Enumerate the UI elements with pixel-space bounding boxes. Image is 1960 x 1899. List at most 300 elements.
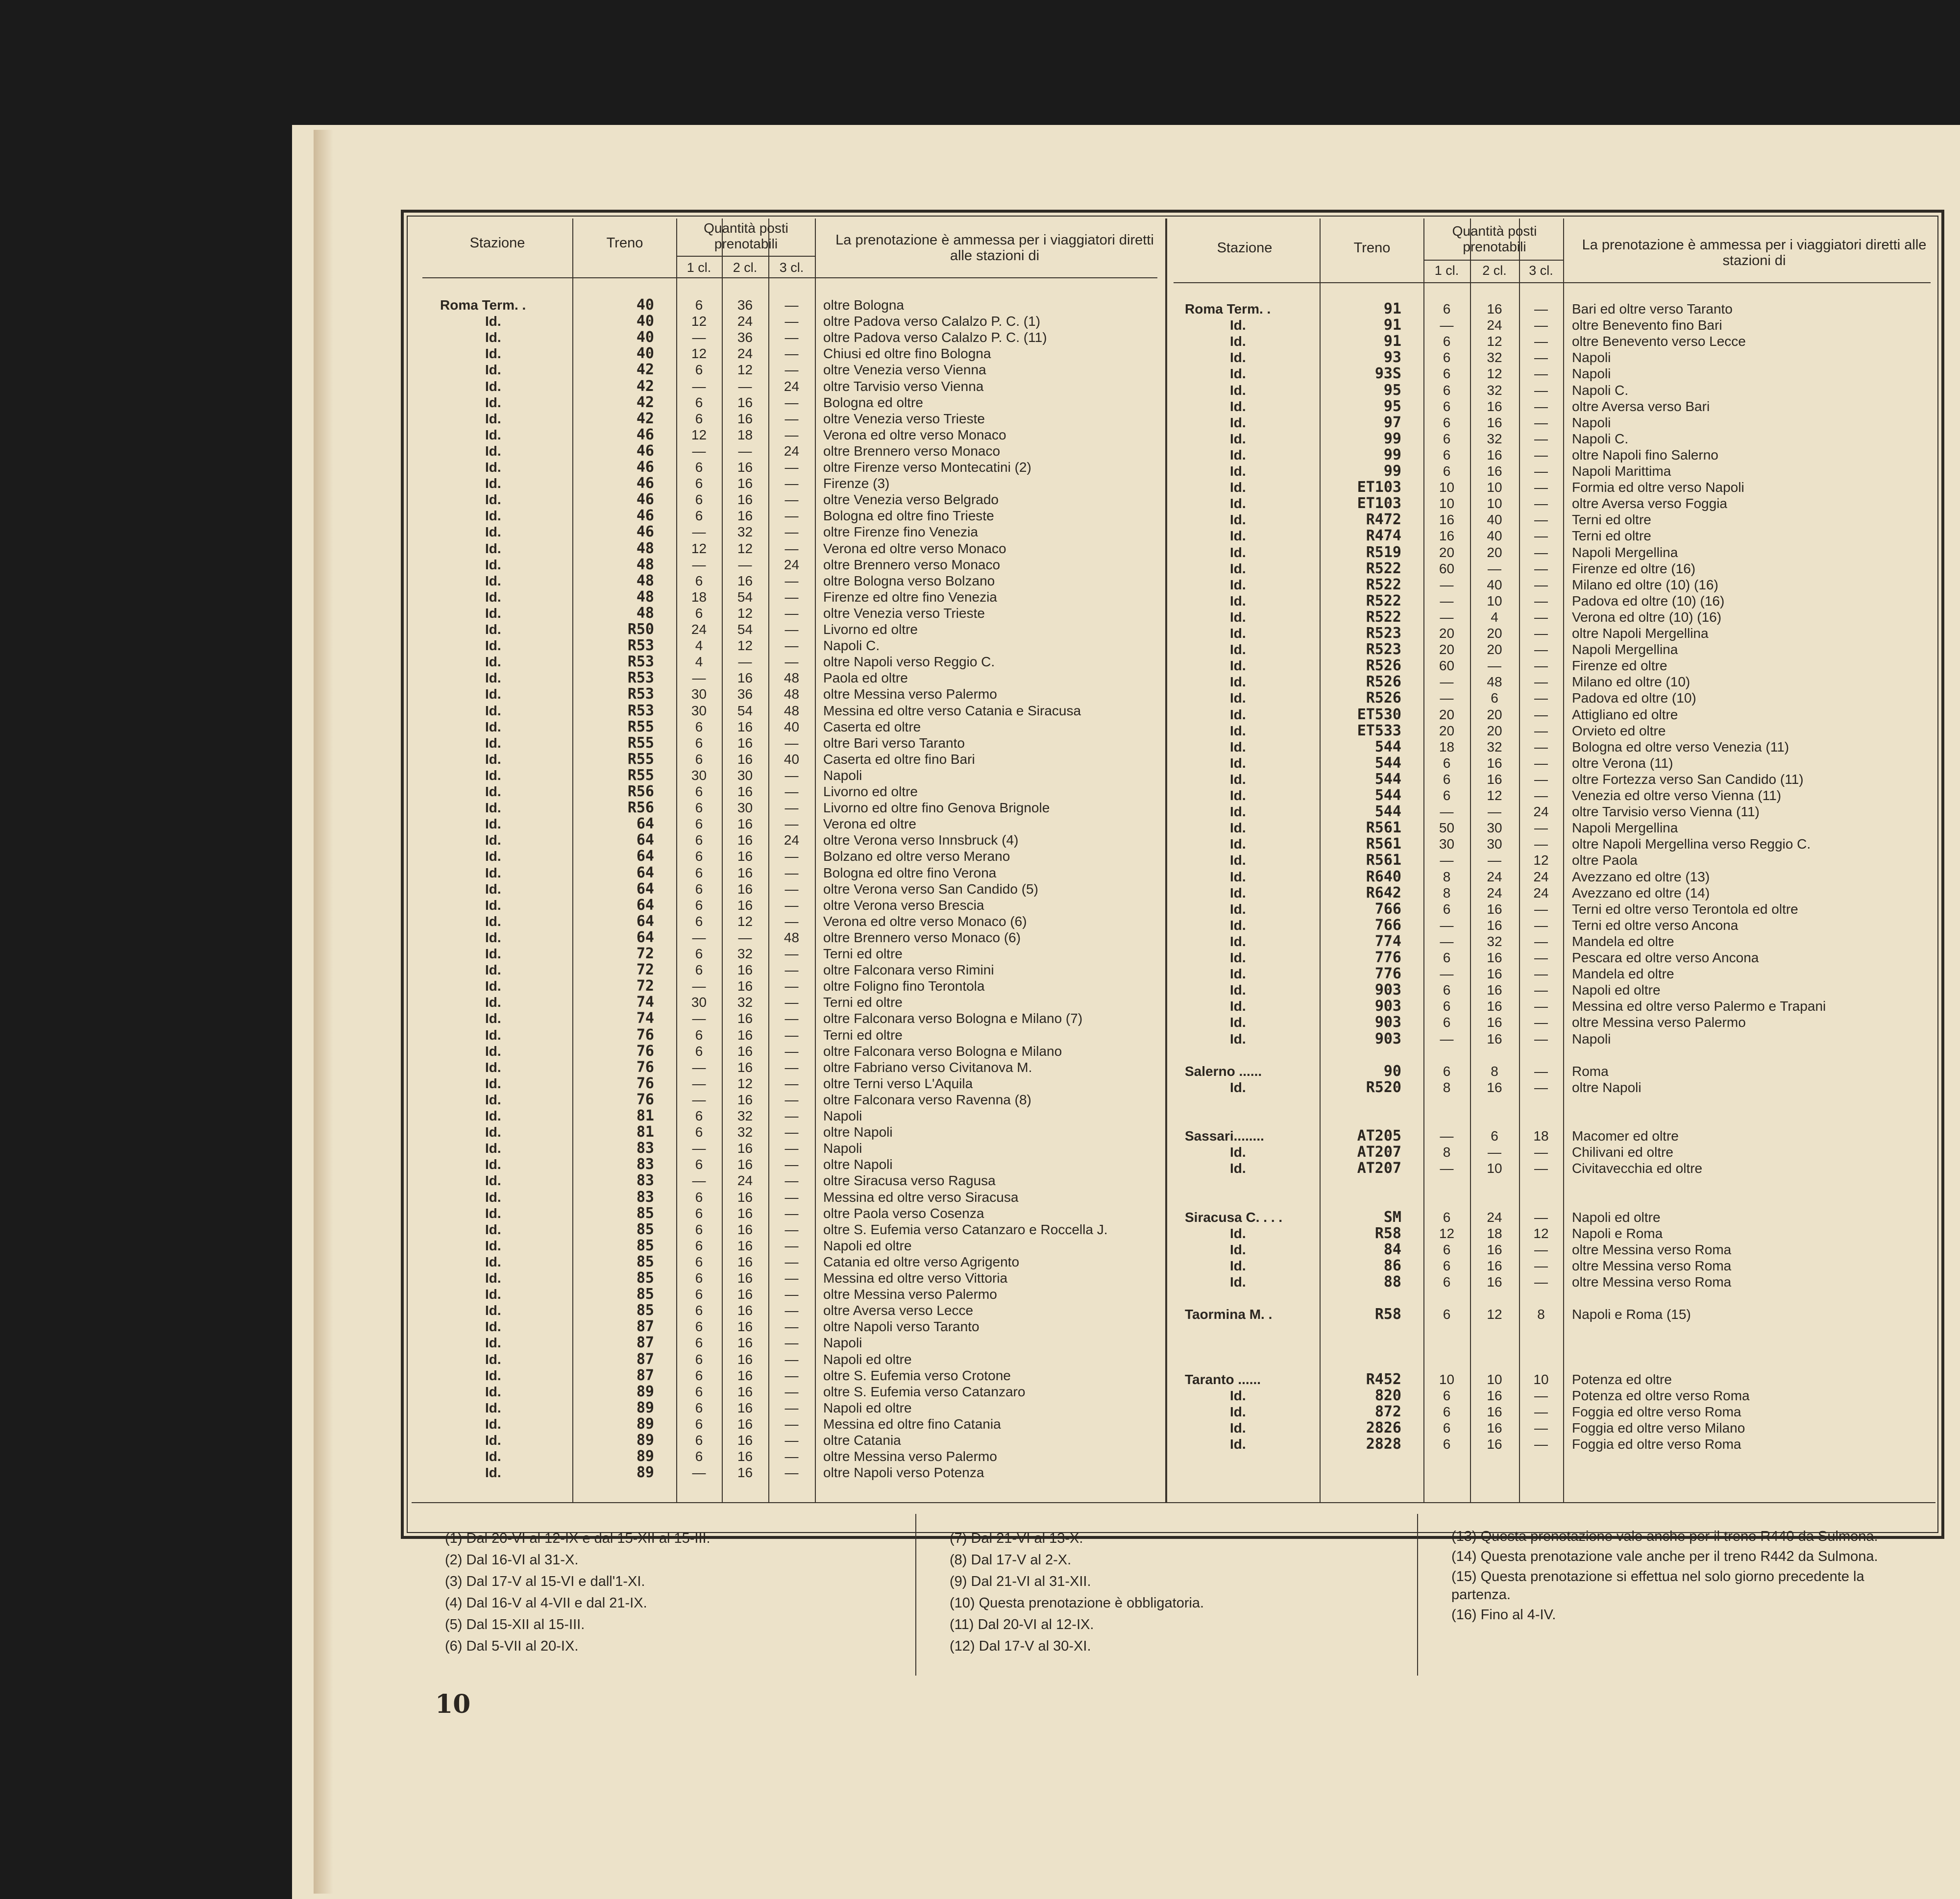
third-class-cell: 40 xyxy=(784,751,800,767)
destination-cell: oltre Messina verso Roma xyxy=(1572,1274,1732,1290)
footnote: (4) Dal 16-V al 4-VII e dal 21-IX. xyxy=(445,1595,647,1611)
third-class-cell: — xyxy=(1534,836,1548,852)
destination-cell: oltre Napoli xyxy=(823,1124,893,1140)
train-cell: 93 xyxy=(1383,349,1401,366)
station-cell: Id. xyxy=(485,638,501,654)
destination-cell: Chiusi ed oltre fino Bologna xyxy=(823,346,991,362)
third-class-cell: — xyxy=(1534,1242,1548,1257)
station-cell: Id. xyxy=(1230,836,1246,852)
table-row xyxy=(0,787,1960,803)
second-class-cell: 24 xyxy=(737,346,753,362)
footnote: (11) Dal 20-VI al 12-IX. xyxy=(950,1617,1094,1632)
destination-cell: Orvieto ed oltre xyxy=(1572,723,1666,738)
train-cell: R640 xyxy=(1366,868,1401,885)
station-cell: Id. xyxy=(485,1205,501,1221)
third-class-cell: — xyxy=(784,394,799,410)
first-class-cell: 6 xyxy=(695,962,703,978)
second-class-cell: 16 xyxy=(1487,1388,1502,1403)
first-class-cell: 6 xyxy=(1443,1242,1451,1257)
destination-cell: Napoli ed oltre xyxy=(823,1351,912,1367)
third-class-cell: — xyxy=(784,427,799,442)
third-class-cell: — xyxy=(784,411,799,426)
train-cell: 46 xyxy=(636,426,654,443)
station-cell: Id. xyxy=(1230,1031,1246,1047)
first-class-cell: — xyxy=(1440,593,1454,609)
third-class-cell: — xyxy=(1534,528,1548,544)
station-cell: Id. xyxy=(485,460,501,475)
first-class-cell: 6 xyxy=(695,1433,703,1448)
first-class-cell: 6 xyxy=(1443,1307,1451,1322)
third-class-cell: — xyxy=(1534,982,1548,998)
second-class-cell: 16 xyxy=(737,1287,753,1302)
third-class-cell: — xyxy=(784,1254,799,1269)
third-class-cell: — xyxy=(1534,950,1548,965)
destination-cell: Napoli Mergellina xyxy=(1572,820,1678,836)
train-cell: R53 xyxy=(627,685,654,703)
third-class-cell: — xyxy=(1534,431,1548,446)
destination-cell: oltre Bologna verso Bolzano xyxy=(823,573,995,588)
train-cell: 872 xyxy=(1374,1403,1401,1420)
first-class-cell: 20 xyxy=(1439,706,1455,722)
table-row xyxy=(0,1404,1960,1420)
train-cell: 76 xyxy=(636,1091,654,1108)
train-cell: 83 xyxy=(636,1172,654,1190)
first-class-cell: 16 xyxy=(1439,512,1455,528)
destination-cell: Caserta ed oltre fino Bari xyxy=(823,751,975,767)
train-cell: 48 xyxy=(636,539,654,557)
train-cell: R519 xyxy=(1366,543,1401,561)
third-class-cell: — xyxy=(784,1173,799,1189)
station-cell: Id. xyxy=(485,654,501,670)
destination-cell: Napoli ed oltre xyxy=(1572,1209,1661,1225)
table-row xyxy=(0,836,1960,852)
third-class-cell: — xyxy=(1534,820,1548,836)
station-cell: Id. xyxy=(1230,933,1246,949)
second-class-cell: 16 xyxy=(737,492,753,508)
destination-cell: oltre Tarvisio verso Vienna (11) xyxy=(1572,804,1760,820)
table-row xyxy=(0,333,1960,349)
second-class-cell: 16 xyxy=(737,1400,753,1415)
destination-cell: Napoli xyxy=(823,767,862,783)
second-class-cell: 16 xyxy=(1487,1015,1502,1030)
train-cell: 64 xyxy=(636,815,654,833)
station-cell: Id. xyxy=(1230,723,1246,738)
third-class-cell: — xyxy=(1534,560,1548,576)
first-class-cell: 12 xyxy=(691,427,707,442)
train-cell: R522 xyxy=(1366,576,1401,593)
destination-cell: oltre Firenze verso Montecatini (2) xyxy=(823,460,1031,475)
third-class-cell: — xyxy=(1534,577,1548,592)
table-row xyxy=(0,1209,1960,1225)
train-cell: R523 xyxy=(1366,641,1401,658)
first-class-cell: — xyxy=(692,1141,706,1156)
footnote: (13) Questa prenotazione vale anche per il treno R440 da Sulmona. xyxy=(1451,1529,1878,1544)
station-cell: Id. xyxy=(485,573,501,588)
table-row xyxy=(0,1112,1960,1128)
destination-cell: oltre Aversa verso Foggia xyxy=(1572,496,1727,511)
third-class-cell: — xyxy=(784,638,799,654)
footnote: (14) Questa prenotazione vale anche per il treno R442 da Sulmona. xyxy=(1451,1549,1878,1564)
second-class-cell: 12 xyxy=(737,362,753,378)
destination-cell: Verona ed oltre verso Monaco xyxy=(823,427,1006,442)
first-class-cell: 6 xyxy=(695,897,703,913)
train-cell: R50 xyxy=(627,621,654,638)
first-class-cell: 6 xyxy=(1443,755,1451,771)
third-class-cell: — xyxy=(1534,706,1548,722)
third-class-cell: — xyxy=(1534,512,1548,528)
third-class-cell: — xyxy=(784,1124,799,1140)
third-class-cell: — xyxy=(1534,398,1548,414)
destination-cell: oltre Verona verso San Candido (5) xyxy=(823,881,1038,897)
destination-cell: Foggia ed oltre verso Roma xyxy=(1572,1404,1741,1419)
second-class-cell: 12 xyxy=(737,605,753,621)
second-class-cell: 18 xyxy=(1487,1225,1502,1241)
third-class-cell: 12 xyxy=(1533,1225,1549,1241)
rule xyxy=(915,1514,916,1676)
station-cell: Id. xyxy=(485,524,501,540)
third-class-cell: 24 xyxy=(784,378,800,394)
train-cell: ET530 xyxy=(1357,706,1401,723)
train-cell: 46 xyxy=(636,442,654,460)
station-cell: Taormina M. . xyxy=(1185,1307,1273,1322)
first-class-cell: 16 xyxy=(1439,528,1455,544)
second-class-cell: 20 xyxy=(1487,723,1502,738)
third-class-cell: 40 xyxy=(784,719,800,734)
destination-cell: Firenze ed oltre (16) xyxy=(1572,560,1696,576)
train-cell: 89 xyxy=(636,1383,654,1400)
third-class-cell: — xyxy=(784,1319,799,1335)
station-cell: Id. xyxy=(1230,382,1246,398)
second-class-cell: 16 xyxy=(737,1189,753,1205)
first-class-cell: 4 xyxy=(695,654,703,670)
train-cell: 64 xyxy=(636,880,654,898)
first-class-cell: 6 xyxy=(695,394,703,410)
train-cell: R561 xyxy=(1366,819,1401,837)
train-cell: 40 xyxy=(636,345,654,363)
station-cell: Id. xyxy=(1230,869,1246,884)
footnote: (5) Dal 15-XII al 15-III. xyxy=(445,1617,585,1632)
train-cell: 64 xyxy=(636,831,654,849)
destination-cell: oltre Falconara verso Bologna e Milano xyxy=(823,1043,1062,1059)
station-cell: Id. xyxy=(1230,885,1246,901)
train-cell: 903 xyxy=(1374,998,1401,1015)
footnotes-col1 xyxy=(445,1528,906,1657)
first-class-cell: 8 xyxy=(1443,1079,1451,1095)
station-cell: Id. xyxy=(1230,366,1246,382)
station-cell: Id. xyxy=(485,832,501,848)
first-class-cell: 6 xyxy=(1443,1258,1451,1273)
second-class-cell: 16 xyxy=(737,1303,753,1318)
first-class-cell: — xyxy=(1440,317,1454,333)
train-cell: 2828 xyxy=(1366,1436,1401,1453)
destination-cell: Catania ed oltre verso Agrigento xyxy=(823,1254,1020,1269)
table-row xyxy=(0,382,1960,398)
first-class-cell: 6 xyxy=(695,297,703,313)
first-class-cell: 6 xyxy=(695,1449,703,1464)
second-class-cell: 16 xyxy=(737,1092,753,1107)
table-row xyxy=(0,609,1960,625)
table-row xyxy=(0,998,1960,1014)
destination-cell: Milano ed oltre (10) xyxy=(1572,674,1690,690)
destination-cell: oltre Aversa verso Lecce xyxy=(823,1303,974,1318)
train-cell: R55 xyxy=(627,718,654,735)
destination-cell: oltre Verona (11) xyxy=(1572,755,1673,771)
second-class-cell: 16 xyxy=(1487,414,1502,430)
station-cell: Id. xyxy=(485,622,501,637)
destination-cell: oltre Verona verso Brescia xyxy=(823,897,984,913)
train-cell: ET103 xyxy=(1357,495,1401,512)
destination-cell: Avezzano ed oltre (13) xyxy=(1572,869,1710,884)
first-class-cell: 6 xyxy=(1443,398,1451,414)
train-cell: ET103 xyxy=(1357,479,1401,496)
station-cell: Id. xyxy=(485,1335,501,1351)
table-row xyxy=(0,625,1960,641)
third-class-cell: — xyxy=(784,1238,799,1253)
destination-cell: Napoli ed oltre xyxy=(823,1238,912,1253)
first-class-cell: — xyxy=(1440,1128,1454,1144)
second-class-cell: — xyxy=(738,654,752,670)
station-cell: Id. xyxy=(1230,820,1246,836)
station-cell: Id. xyxy=(1230,771,1246,787)
destination-cell: Bari ed oltre verso Taranto xyxy=(1572,301,1733,316)
first-class-cell: 6 xyxy=(695,1238,703,1253)
destination-cell: oltre Venezia verso Belgrado xyxy=(823,492,999,508)
station-cell: Id. xyxy=(1230,577,1246,592)
train-cell: 72 xyxy=(636,977,654,995)
first-class-cell: — xyxy=(1440,933,1454,949)
train-cell: R53 xyxy=(627,669,654,687)
third-class-cell: — xyxy=(1534,414,1548,430)
destination-cell: Firenze (3) xyxy=(823,476,890,491)
second-class-cell: 12 xyxy=(737,540,753,556)
third-class-cell: — xyxy=(1534,788,1548,803)
train-cell: 87 xyxy=(636,1318,654,1336)
destination-cell: oltre Padova verso Calalzo P. C. (11) xyxy=(823,330,1047,345)
train-cell: R522 xyxy=(1366,608,1401,626)
train-cell: R55 xyxy=(627,734,654,752)
first-class-cell: 6 xyxy=(695,1205,703,1221)
third-class-cell: — xyxy=(784,1205,799,1221)
destination-cell: oltre Messina verso Palermo xyxy=(823,686,997,702)
first-class-cell: 6 xyxy=(1443,350,1451,365)
station-cell: Id. xyxy=(485,540,501,556)
destination-cell: oltre Messina verso Roma xyxy=(1572,1258,1732,1273)
station-cell: Id. xyxy=(1230,1274,1246,1290)
table-row xyxy=(0,820,1960,836)
third-class-cell: — xyxy=(784,735,799,751)
destination-cell: oltre S. Eufemia verso Catanzaro xyxy=(823,1384,1026,1399)
first-class-cell: 6 xyxy=(695,849,703,864)
first-class-cell: 6 xyxy=(1443,1063,1451,1079)
first-class-cell: 6 xyxy=(1443,447,1451,463)
destination-cell: Napoli xyxy=(823,1108,862,1123)
second-class-cell: 16 xyxy=(737,1335,753,1351)
train-cell: R520 xyxy=(1366,1078,1401,1096)
table-row xyxy=(0,1079,1960,1096)
train-cell: 86 xyxy=(1383,1257,1401,1274)
third-class-cell: — xyxy=(784,460,799,475)
destination-cell: oltre Bologna xyxy=(823,297,905,313)
first-class-cell: 6 xyxy=(695,1108,703,1123)
train-cell: 84 xyxy=(1383,1241,1401,1258)
third-class-cell: 24 xyxy=(784,557,800,572)
station-cell: Id. xyxy=(1230,334,1246,349)
second-class-cell: 36 xyxy=(737,330,753,345)
station-cell: Id. xyxy=(485,703,501,718)
train-cell: R561 xyxy=(1366,852,1401,869)
train-cell: 88 xyxy=(1383,1273,1401,1290)
station-cell: Id. xyxy=(485,1319,501,1335)
train-cell: SM xyxy=(1383,1208,1401,1226)
second-class-cell: 16 xyxy=(737,1449,753,1464)
destination-cell: oltre Brennero verso Monaco xyxy=(823,557,1001,572)
station-cell: Id. xyxy=(1230,674,1246,690)
destination-cell: oltre Fabriano verso Civitanova M. xyxy=(823,1059,1032,1075)
destination-cell: Firenze ed oltre xyxy=(1572,658,1667,674)
third-class-cell: — xyxy=(784,1384,799,1399)
destination-cell: Padova ed oltre (10) xyxy=(1572,690,1696,706)
second-class-cell: 32 xyxy=(737,524,753,540)
first-class-cell: 30 xyxy=(691,686,707,702)
third-class-cell: — xyxy=(1534,1258,1548,1273)
station-cell: Id. xyxy=(1230,755,1246,771)
first-class-cell: 30 xyxy=(1439,836,1455,852)
station-cell: Id. xyxy=(1230,788,1246,803)
third-class-cell: — xyxy=(784,849,799,864)
second-class-cell: — xyxy=(1488,1144,1501,1160)
destination-cell: oltre Napoli verso Reggio C. xyxy=(823,654,995,670)
destination-cell: Bologna ed oltre verso Venezia (11) xyxy=(1572,739,1789,755)
second-class-cell: 16 xyxy=(737,508,753,524)
train-cell: 89 xyxy=(636,1464,654,1482)
destination-cell: Napoli C. xyxy=(1572,431,1629,446)
destination-cell: Messina ed oltre verso Catania e Siracusa xyxy=(823,703,1081,718)
second-class-cell: 12 xyxy=(1487,366,1502,382)
third-class-cell: — xyxy=(1534,1161,1548,1176)
station-cell: Id. xyxy=(485,1075,501,1091)
train-cell: R58 xyxy=(1374,1306,1401,1323)
first-class-cell: 6 xyxy=(1443,463,1451,479)
train-cell: R526 xyxy=(1366,689,1401,707)
second-class-cell: 16 xyxy=(737,1043,753,1059)
destination-cell: Civitavecchia ed oltre xyxy=(1572,1161,1703,1176)
third-class-cell: — xyxy=(784,800,799,816)
third-class-cell: — xyxy=(784,897,799,913)
station-cell: Id. xyxy=(485,1238,501,1253)
train-cell: 544 xyxy=(1374,738,1401,755)
train-cell: 903 xyxy=(1374,1014,1401,1031)
first-class-cell: 6 xyxy=(695,881,703,897)
third-class-cell: — xyxy=(784,297,799,313)
destination-cell: Napoli xyxy=(1572,1031,1611,1047)
first-class-cell: 6 xyxy=(1443,1388,1451,1403)
train-cell: 64 xyxy=(636,848,654,865)
second-class-cell: 32 xyxy=(1487,382,1502,398)
station-cell: Id. xyxy=(1230,626,1246,641)
first-class-cell: 4 xyxy=(695,638,703,654)
train-cell: 89 xyxy=(636,1415,654,1433)
third-class-cell: — xyxy=(1534,1144,1548,1160)
table-row xyxy=(0,917,1960,933)
table-row xyxy=(0,463,1960,479)
first-class-cell: — xyxy=(692,1173,706,1189)
first-class-cell: — xyxy=(1440,852,1454,868)
header-prenotazione: La prenotazione è ammessa per i viaggiatori diretti alle stazioni di xyxy=(835,232,1154,264)
first-class-cell: 6 xyxy=(1443,950,1451,965)
train-cell: ET533 xyxy=(1357,722,1401,739)
station-cell: Id. xyxy=(485,1092,501,1107)
first-class-cell: — xyxy=(1440,804,1454,820)
station-cell: Id. xyxy=(485,508,501,524)
station-cell: Id. xyxy=(485,1465,501,1481)
rule xyxy=(1174,282,1931,283)
first-class-cell: 12 xyxy=(691,346,707,362)
train-cell: 64 xyxy=(636,928,654,946)
station-cell: Id. xyxy=(485,897,501,913)
train-cell: 76 xyxy=(636,1042,654,1060)
table-row xyxy=(0,1436,1960,1452)
table-row xyxy=(0,1339,1960,1355)
second-class-cell: 16 xyxy=(737,1367,753,1383)
train-cell: 72 xyxy=(636,945,654,962)
table-row xyxy=(0,431,1960,447)
footnote: (12) Dal 17-V al 30-XI. xyxy=(950,1638,1091,1654)
footnote: (7) Dal 21-VI al 13-X. xyxy=(950,1531,1083,1546)
train-cell: 766 xyxy=(1374,916,1401,934)
first-class-cell: 6 xyxy=(1443,901,1451,917)
third-class-cell: 48 xyxy=(784,686,800,702)
station-cell: Id. xyxy=(1230,690,1246,706)
destination-cell: Bolzano ed oltre verso Merano xyxy=(823,849,1010,864)
first-class-cell: 8 xyxy=(1443,869,1451,884)
first-class-cell: 10 xyxy=(1439,480,1455,495)
second-class-cell: 16 xyxy=(737,1059,753,1075)
destination-cell: Potenza ed oltre verso Roma xyxy=(1572,1388,1750,1403)
first-class-cell: 6 xyxy=(1443,788,1451,803)
second-class-cell: 16 xyxy=(1487,771,1502,787)
destination-cell: Foggia ed oltre verso Roma xyxy=(1572,1436,1741,1452)
destination-cell: Livorno ed oltre xyxy=(823,784,918,799)
station-cell: Id. xyxy=(1230,1079,1246,1095)
station-cell: Id. xyxy=(485,686,501,702)
destination-cell: oltre Firenze fino Venezia xyxy=(823,524,978,540)
train-cell: 48 xyxy=(636,572,654,589)
first-class-cell: 6 xyxy=(695,1335,703,1351)
train-cell: 85 xyxy=(636,1220,654,1238)
second-class-cell: 16 xyxy=(737,670,753,686)
station-cell: Id. xyxy=(1230,966,1246,982)
second-class-cell: 16 xyxy=(1487,1274,1502,1290)
station-cell: Id. xyxy=(1230,950,1246,965)
train-cell: 91 xyxy=(1383,333,1401,350)
second-class-cell: 30 xyxy=(1487,820,1502,836)
train-cell: 99 xyxy=(1383,430,1401,447)
first-class-cell: 6 xyxy=(1443,982,1451,998)
header-cl2: 2 cl. xyxy=(733,260,758,275)
destination-cell: oltre Napoli Mergellina verso Reggio C. xyxy=(1572,836,1811,852)
train-cell: 89 xyxy=(636,1399,654,1416)
destination-cell: Bologna ed oltre fino Trieste xyxy=(823,508,994,524)
second-class-cell: 24 xyxy=(1487,1209,1502,1225)
train-cell: 76 xyxy=(636,1074,654,1092)
train-cell: 85 xyxy=(636,1286,654,1303)
destination-cell: Bologna ed oltre fino Verona xyxy=(823,865,997,880)
second-class-cell: 32 xyxy=(1487,933,1502,949)
third-class-cell: 48 xyxy=(784,670,800,686)
train-cell: 2826 xyxy=(1366,1419,1401,1436)
first-class-cell: 6 xyxy=(695,1254,703,1269)
destination-cell: Terni ed oltre verso Terontola ed oltre xyxy=(1572,901,1798,917)
